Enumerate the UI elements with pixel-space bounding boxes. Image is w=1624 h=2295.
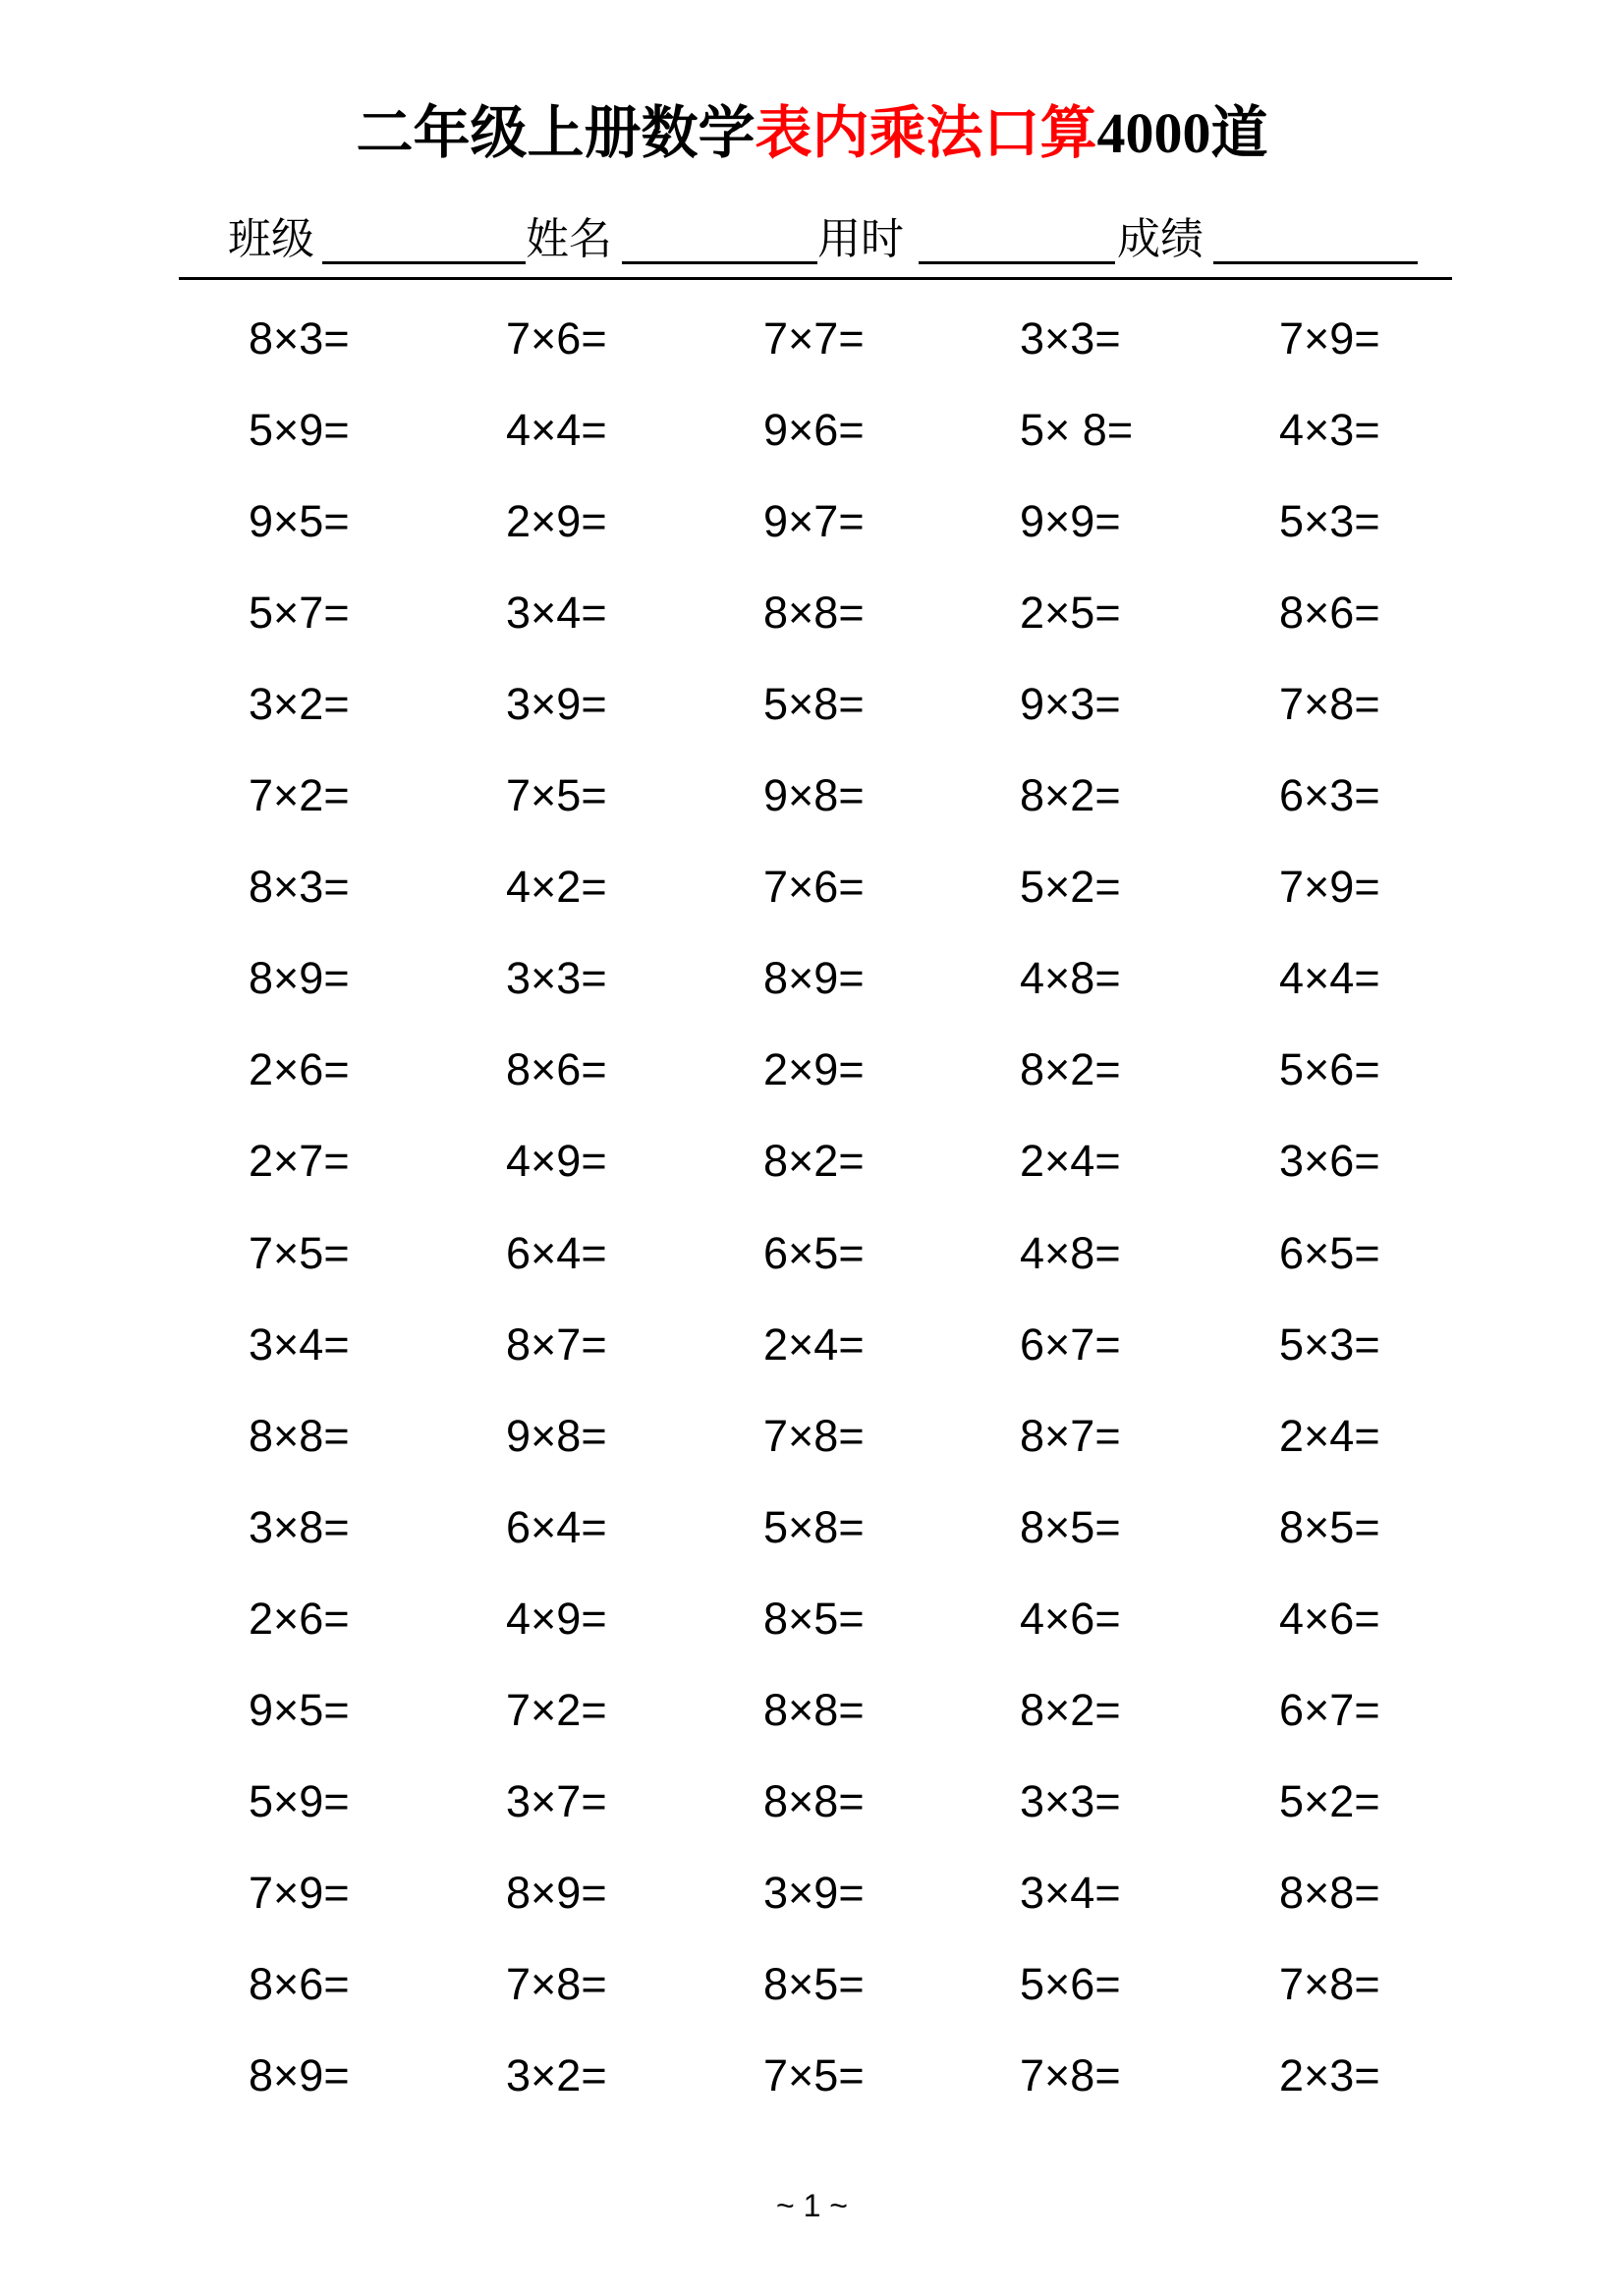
problem-item: 3×8= <box>249 1501 350 1552</box>
problem-item: 7×8= <box>1279 679 1380 730</box>
problem-item: 5×9= <box>249 1775 350 1826</box>
problem-item: 4×8= <box>1020 1227 1121 1278</box>
problem-item: 8×2= <box>1020 1044 1121 1095</box>
problem-item: 7×2= <box>249 770 350 821</box>
problem-item: 3×2= <box>249 679 350 730</box>
problem-item: 8×6= <box>506 1044 607 1095</box>
problem-item: 8×9= <box>506 1867 607 1918</box>
title-suffix: 4000道 <box>1096 101 1268 165</box>
problem-item: 7×2= <box>506 1684 607 1735</box>
problem-item: 3×4= <box>1020 1867 1121 1918</box>
problem-item: 8×5= <box>1279 1501 1380 1552</box>
problem-item: 8×8= <box>763 1775 865 1826</box>
problem-item: 8×8= <box>249 1410 350 1461</box>
problem-item: 3×4= <box>249 1318 350 1370</box>
problem-item: 9×6= <box>763 405 865 456</box>
problem-item: 8×2= <box>763 1136 865 1187</box>
problem-item: 2×9= <box>763 1044 865 1095</box>
problem-item: 7×6= <box>763 862 865 913</box>
problem-item: 5×6= <box>1020 1958 1121 2009</box>
page-number: ~ 1 ~ <box>776 2188 848 2223</box>
problem-item: 5× 8= <box>1020 405 1134 456</box>
name-label: 姓名 <box>526 214 612 264</box>
problem-item: 8×8= <box>763 588 865 639</box>
problem-item: 6×7= <box>1279 1684 1380 1735</box>
problem-item: 2×5= <box>1020 588 1121 639</box>
problem-item: 9×7= <box>763 496 865 547</box>
problem-item: 9×8= <box>506 1410 607 1461</box>
problem-item: 6×7= <box>1020 1318 1121 1370</box>
problem-item: 6×4= <box>506 1227 607 1278</box>
problem-item: 4×9= <box>506 1593 607 1644</box>
problem-item: 7×8= <box>763 1410 865 1461</box>
problem-item: 3×3= <box>506 953 607 1004</box>
problem-item: 8×5= <box>1020 1501 1121 1552</box>
problem-item: 8×9= <box>249 2049 350 2100</box>
problem-item: 4×8= <box>1020 953 1121 1004</box>
problem-item: 4×9= <box>506 1136 607 1187</box>
problem-item: 5×8= <box>763 1501 865 1552</box>
problem-item: 8×3= <box>249 313 350 364</box>
problem-item: 9×8= <box>763 770 865 821</box>
problem-item: 8×5= <box>763 1958 865 2009</box>
problem-item: 7×9= <box>1279 313 1380 364</box>
problem-item: 8×3= <box>249 862 350 913</box>
problem-item: 8×7= <box>1020 1410 1121 1461</box>
problem-item: 8×9= <box>763 953 865 1004</box>
problem-item: 2×6= <box>249 1044 350 1095</box>
problem-item: 5×9= <box>249 405 350 456</box>
problem-item: 2×7= <box>249 1136 350 1187</box>
problem-item: 7×8= <box>1279 1958 1380 2009</box>
problem-item: 3×3= <box>1020 1775 1121 1826</box>
problem-item: 3×7= <box>506 1775 607 1826</box>
problem-item: 2×4= <box>1279 1410 1380 1461</box>
problem-item: 2×4= <box>1020 1136 1121 1187</box>
time-used-label: 用时 <box>817 214 904 264</box>
problem-item: 8×2= <box>1020 1684 1121 1735</box>
problem-item: 3×2= <box>506 2049 607 2100</box>
problem-item: 9×5= <box>249 496 350 547</box>
problem-item: 5×3= <box>1279 1318 1380 1370</box>
problem-item: 7×9= <box>1279 862 1380 913</box>
problem-item: 2×4= <box>763 1318 865 1370</box>
problem-item: 6×4= <box>506 1501 607 1552</box>
problem-item: 9×5= <box>249 1684 350 1735</box>
problem-item: 7×5= <box>249 1227 350 1278</box>
problem-item: 7×6= <box>506 313 607 364</box>
problem-item: 8×6= <box>249 1958 350 2009</box>
problem-item: 6×5= <box>763 1227 865 1278</box>
problem-item: 5×7= <box>249 588 350 639</box>
problem-item: 8×6= <box>1279 588 1380 639</box>
problem-item: 5×2= <box>1279 1775 1380 1826</box>
problem-item: 8×2= <box>1020 770 1121 821</box>
score-label: 成绩 <box>1117 214 1204 264</box>
problem-item: 8×8= <box>763 1684 865 1735</box>
problem-item: 5×2= <box>1020 862 1121 913</box>
problem-item: 7×5= <box>506 770 607 821</box>
problem-item: 8×5= <box>763 1593 865 1644</box>
problem-item: 2×3= <box>1279 2049 1380 2100</box>
problem-item: 3×6= <box>1279 1136 1380 1187</box>
problem-item: 9×3= <box>1020 679 1121 730</box>
problem-item: 3×9= <box>506 679 607 730</box>
problem-item: 3×4= <box>506 588 607 639</box>
problem-item: 3×9= <box>763 1867 865 1918</box>
problem-item: 8×8= <box>1279 1867 1380 1918</box>
problem-item: 5×6= <box>1279 1044 1380 1095</box>
problem-item: 3×3= <box>1020 313 1121 364</box>
problem-item: 7×8= <box>506 1958 607 2009</box>
problem-item: 5×8= <box>763 679 865 730</box>
problem-item: 4×6= <box>1279 1593 1380 1644</box>
problem-item: 7×9= <box>249 1867 350 1918</box>
problem-item: 5×3= <box>1279 496 1380 547</box>
problem-item: 8×7= <box>506 1318 607 1370</box>
problem-item: 2×9= <box>506 496 607 547</box>
class-label: 班级 <box>228 214 314 264</box>
problem-item: 2×6= <box>249 1593 350 1644</box>
problem-item: 6×3= <box>1279 770 1380 821</box>
problem-item: 9×9= <box>1020 496 1121 547</box>
problem-item: 4×4= <box>506 405 607 456</box>
problem-item: 7×7= <box>763 313 865 364</box>
problem-item: 4×3= <box>1279 405 1380 456</box>
title-prefix: 二年级上册数学 <box>356 99 756 166</box>
problem-item: 6×5= <box>1279 1227 1380 1278</box>
problem-item: 4×2= <box>506 862 607 913</box>
title-highlight: 表内乘法口算 <box>755 99 1097 166</box>
problem-item: 7×8= <box>1020 2049 1121 2100</box>
problem-item: 4×4= <box>1279 953 1380 1004</box>
problem-item: 4×6= <box>1020 1593 1121 1644</box>
problem-item: 8×9= <box>249 953 350 1004</box>
problem-item: 7×5= <box>763 2049 865 2100</box>
